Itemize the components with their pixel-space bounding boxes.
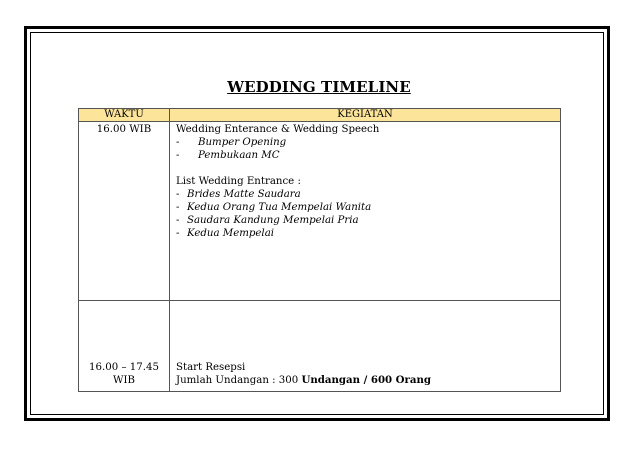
waktu-cell: 16.00 WIB [79,122,170,301]
timeline-table [78,108,561,392]
table-header-row [79,109,561,122]
list-item: - Bumper Opening [176,137,287,148]
list-item: - Brides Matte Saudara [176,189,301,200]
header-waktu: WAKTU [79,109,170,122]
waktu-cell: 16.00 – 17.45 WIB [79,301,170,392]
list-item: - Pembukaan MC [176,150,280,161]
table-row [79,301,561,392]
list-item: - Saudara Kandung Mempelai Pria [176,215,359,226]
header-kegiatan: KEGIATAN [170,109,561,122]
kegiatan-cell [170,122,561,301]
page-title: WEDDING TIMELINE [227,78,411,96]
list-item: - Kedua Orang Tua Mempelai Wanita [176,202,372,213]
list-item: - Kedua Mempelai [176,228,275,239]
activity-line: Start Resepsi [176,362,246,373]
table-row [79,122,561,301]
activity-line: Jumlah Undangan : 300 Undangan / 600 Orang [176,374,432,386]
section-heading: Wedding Enterance & Wedding Speech [176,124,380,135]
section-heading: List Wedding Entrance : [176,176,301,187]
kegiatan-cell [170,301,561,392]
